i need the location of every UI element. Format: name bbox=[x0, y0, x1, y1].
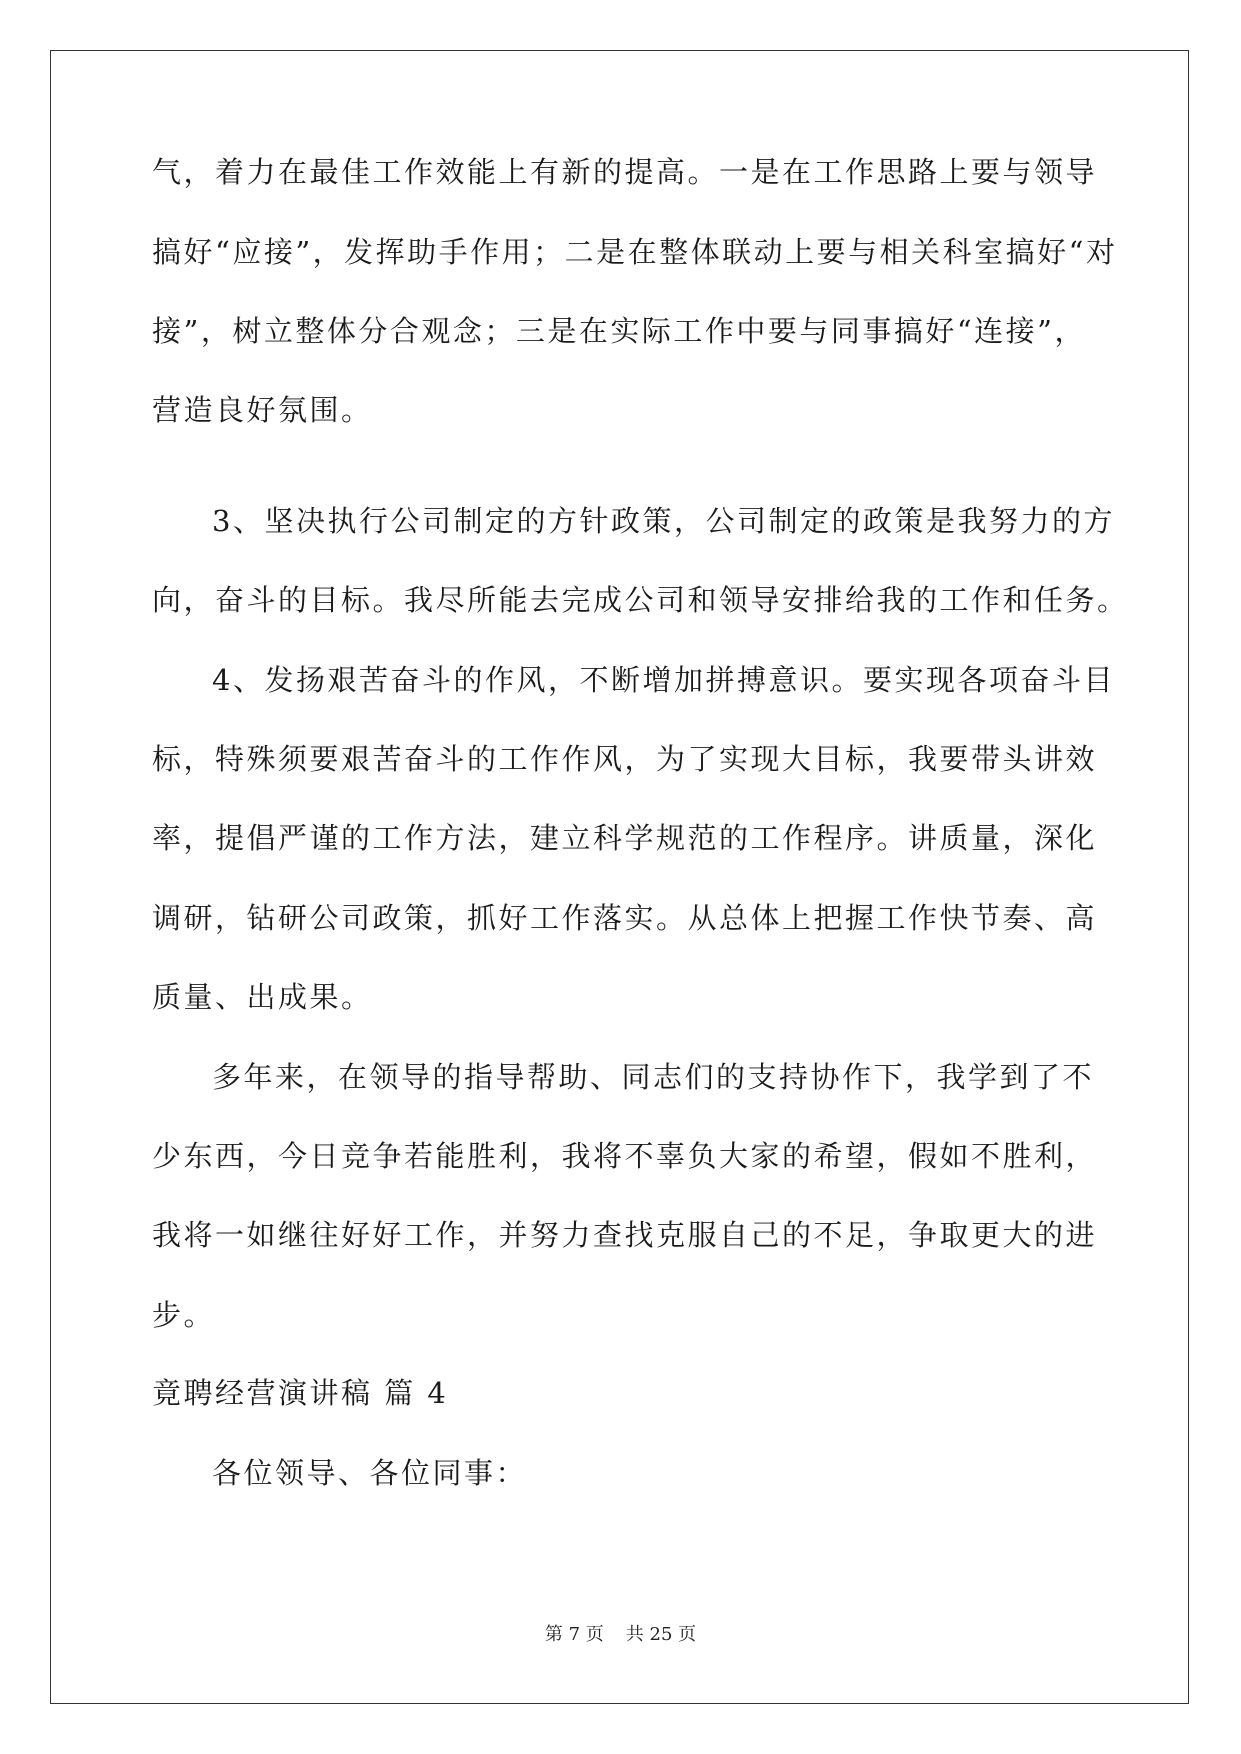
text-line: 气，着力在最佳工作效能上有新的提高。一是在工作思路上要与领导 bbox=[152, 155, 1098, 189]
paragraph-3-start: 3、坚决执行公司制定的方针政策，公司制定的政策是我努力的方 bbox=[212, 504, 1115, 538]
text-line: 步。 bbox=[152, 1298, 216, 1332]
text-line: 营造良好氛围。 bbox=[152, 393, 373, 427]
text-line: 向，奋斗的目标。我尽所能去完成公司和领导安排给我的工作和任务。 bbox=[152, 583, 1129, 617]
text-line: 少东西，今日竞争若能胜利，我将不辜负大家的希望，假如不胜利， bbox=[152, 1139, 1098, 1173]
text-line: 调研，钻研公司政策，抓好工作落实。从总体上把握工作快节奏、高 bbox=[152, 901, 1098, 935]
page-number: 第 7 页 bbox=[544, 1624, 604, 1645]
text-line: 标，特殊须要艰苦奋斗的工作作风，为了实现大目标，我要带头讲效 bbox=[152, 742, 1098, 776]
salutation: 各位领导、各位同事： bbox=[212, 1456, 528, 1490]
text-line: 质量、出成果。 bbox=[152, 980, 373, 1014]
page-footer bbox=[0, 1620, 1241, 1646]
page-total: 共 25 页 bbox=[625, 1624, 697, 1645]
section-heading: 竟聘经营演讲稿 篇 4 bbox=[152, 1376, 449, 1410]
text-line: 率，提倡严谨的工作方法，建立科学规范的工作程序。讲质量，深化 bbox=[152, 821, 1098, 855]
text-line: 我将一如继往好好工作，并努力查找克服自己的不足，争取更大的进 bbox=[152, 1218, 1098, 1252]
text-line: 接”，树立整体分合观念；三是在实际工作中要与同事搞好“连接”， bbox=[152, 314, 1086, 348]
text-line: 搞好“应接”，发挥助手作用；二是在整体联动上要与相关科室搞好“对 bbox=[152, 235, 1118, 269]
paragraph-4-start: 4、发扬艰苦奋斗的作风，不断增加拼搏意识。要实现各项奋斗目 bbox=[212, 663, 1115, 697]
paragraph-closing-start: 多年来，在领导的指导帮助、同志们的支持协作下，我学到了不 bbox=[212, 1060, 1095, 1094]
